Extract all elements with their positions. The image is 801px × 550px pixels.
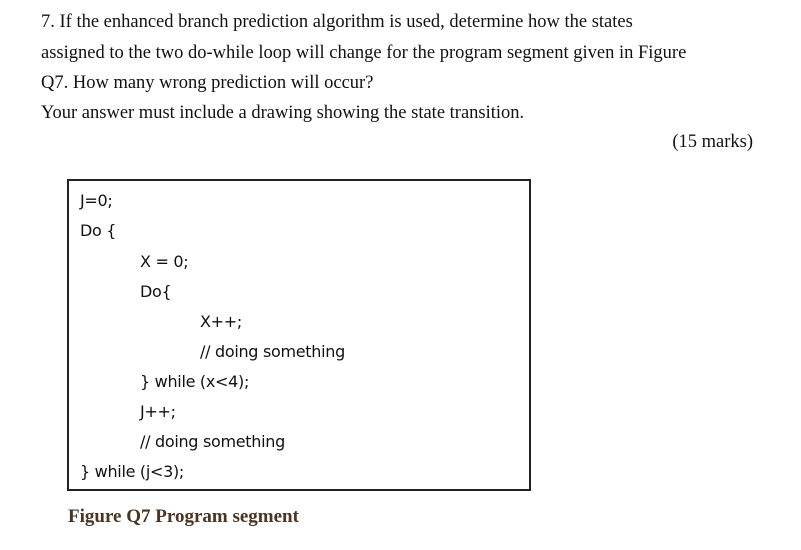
question-line-4: Your answer must include a drawing showing the state transition. [41, 103, 525, 123]
code-line: } while (j<3); [80, 462, 185, 481]
code-line: J++; [140, 402, 176, 421]
figure-caption: Figure Q7 Program segment [68, 506, 299, 527]
question-line-2: assigned to the two do-while loop will change for the program segment given in Figure [41, 43, 687, 63]
code-line: // doing something [140, 432, 285, 451]
question-line-3: Q7. How many wrong prediction will occur? [41, 73, 374, 93]
code-line: X++; [200, 312, 242, 331]
code-line: // doing something [200, 342, 345, 361]
code-line: } while (x<4); [140, 372, 250, 391]
code-line: X = 0; [140, 252, 189, 271]
code-figure-box [67, 179, 531, 491]
question-line-1: 7. If the enhanced branch prediction algorithm is used, determine how the states [41, 12, 633, 32]
code-line: Do{ [140, 282, 172, 301]
marks-label: (15 marks) [672, 132, 753, 152]
code-line: Do { [80, 221, 117, 240]
code-line: J=0; [80, 191, 113, 210]
